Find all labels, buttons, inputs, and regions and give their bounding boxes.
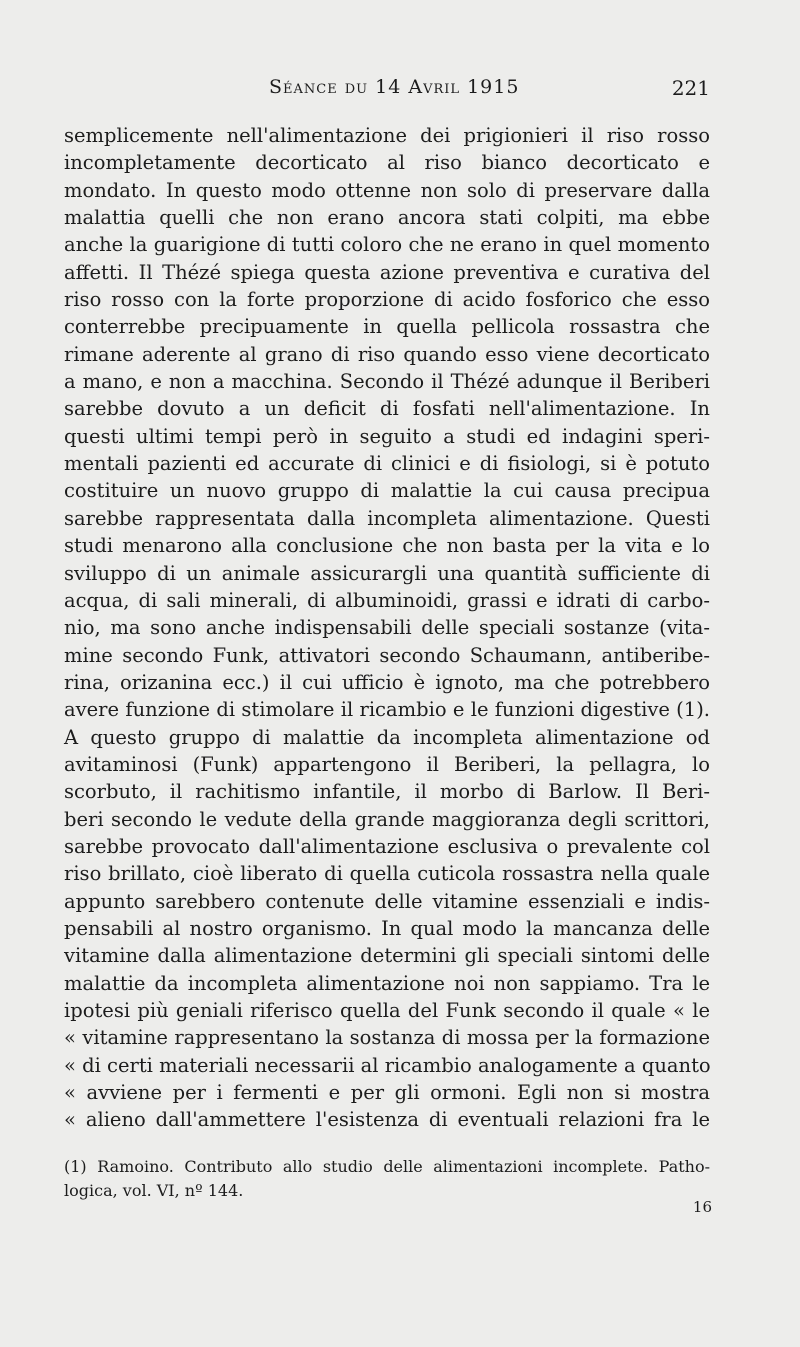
footnote	[64, 1155, 710, 1203]
text-line: incompletamente decorticato al riso bianco decorticato e	[64, 151, 710, 175]
text-line: « alieno dall'ammettere l'esistenza di eventuali relazioni fra le	[64, 1108, 710, 1132]
text-line: scorbuto, il rachitismo infantile, il morbo di Barlow. Il Beri-	[64, 780, 710, 804]
text-line: sarebbe provocato dall'alimentazione esclusiva o prevalente col	[64, 834, 710, 858]
text-line: « avviene per i fermenti e per gli ormoni. Egli non si mostra	[64, 1081, 710, 1105]
text-line: « di certi materiali necessarii al ricambio analogamente a quanto	[64, 1053, 711, 1077]
footnote-line: (1) Ramoino. Contributo allo studio delle alimentazioni incomplete. Patho-	[64, 1157, 710, 1176]
text-line: malattie da incompleta alimentazione noi non sappiamo. Tra le	[64, 971, 710, 995]
text-line: questi ultimi tempi però in seguito a studi ed indagini speri-	[64, 424, 710, 448]
text-line: anche la guarigione di tutti coloro che ne erano in quel momento	[64, 233, 710, 257]
text-line: acqua, di sali minerali, di albuminoidi, grassi e idrati di carbo-	[64, 588, 710, 612]
text-line: vitamine dalla alimentazione determini gli speciali sintomi delle	[64, 944, 710, 968]
text-line: nio, ma sono anche indispensabili delle speciali sostanze (vita-	[64, 616, 710, 640]
text-line: pensabili al nostro organismo. In qual modo la mancanza delle	[64, 916, 710, 940]
page-number: 221	[671, 76, 710, 100]
text-line: avere funzione di stimolare il ricambio e le funzioni digestive (1).	[64, 698, 710, 722]
text-line: mine secondo Funk, attivatori secondo Schaumann, antiberibe-	[64, 643, 710, 667]
text-line: « vitamine rappresentano la sostanza di mossa per la formazione	[64, 1026, 710, 1050]
text-line: avitaminosi (Funk) appartengono il Beriberi, la pellagra, lo	[64, 752, 710, 776]
text-line: rimane aderente al grano di riso quando esso viene decorticato	[64, 342, 710, 366]
text-line: sarebbe rappresentata dalla incompleta alimentazione. Questi	[64, 506, 710, 530]
text-line: costituire un nuovo gruppo di malattie la cui causa precipua	[64, 479, 710, 503]
text-line: mondato. In questo modo ottenne non solo di preservare dalla	[64, 178, 710, 202]
text-line: sarebbe dovuto a un deficit di fosfati nell'alimentazione. In	[64, 397, 710, 421]
text-line: semplicemente nell'alimentazione dei prigionieri il riso rosso	[64, 124, 710, 147]
text-line: malattia quelli che non erano ancora stati colpiti, ma ebbe	[64, 206, 710, 230]
running-title: Séance du 14 Avril 1915	[269, 76, 520, 98]
text-line: riso rosso con la forte proporzione di acido fosforico che esso	[64, 288, 710, 312]
text-line: a mano, e non a macchina. Secondo il Thézé adunque il Beriberi	[64, 370, 710, 394]
signature-mark: 16	[692, 1198, 712, 1216]
body-text	[64, 122, 710, 1134]
text-line: appunto sarebbero contenute delle vitamine essenziali e indis-	[64, 889, 710, 913]
text-line: riso brillato, cioè liberato di quella cuticola rossastra nella quale	[64, 862, 710, 886]
text-line: sviluppo di un animale assicurargli una quantità sufficiente di	[64, 561, 710, 585]
text-line: beri secondo le vedute della grande maggioranza degli scrittori,	[64, 807, 710, 831]
text-line: mentali pazienti ed accurate di clinici e di fisiologi, si è potuto	[64, 452, 710, 476]
text-line: studi menarono alla conclusione che non basta per la vita e lo	[64, 534, 710, 558]
text-line: ipotesi più geniali riferisco quella del Funk secondo il quale « le	[64, 999, 710, 1022]
text-line: conterrebbe precipuamente in quella pellicola rossastra che	[64, 315, 710, 339]
text-line: rina, orizanina ecc.) il cui ufficio è ignoto, ma che potrebbero	[64, 670, 710, 694]
footnote-line: logica, vol. VI, nº 144.	[64, 1181, 244, 1200]
page-header	[64, 76, 710, 106]
text-line: affetti. Il Thézé spiega questa azione preventiva e curativa del	[64, 260, 710, 284]
text-line: A questo gruppo di malattie da incompleta alimentazione od	[64, 725, 710, 749]
